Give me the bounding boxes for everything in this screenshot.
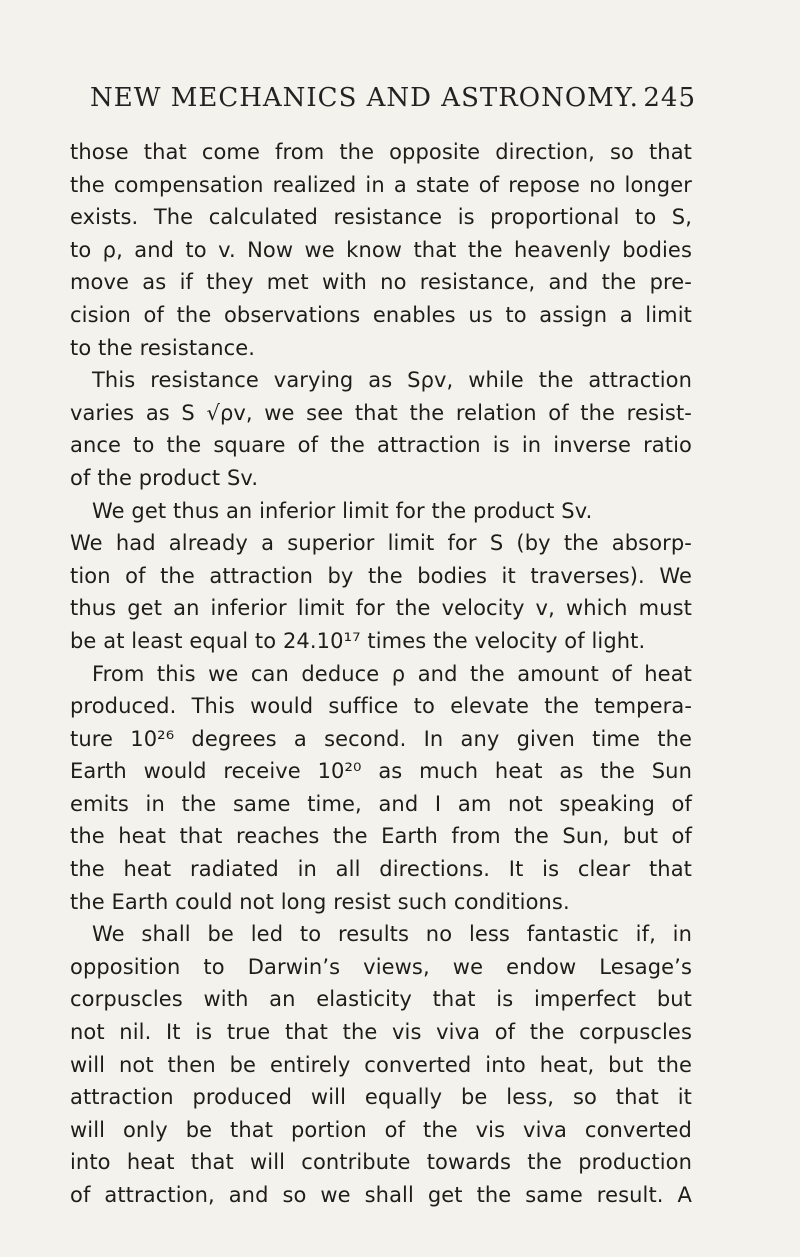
text-line: will only be that portion of the vis viva converted <box>70 1117 692 1142</box>
text-line: varies as S √ρv, we see that the relation of the resist- <box>70 400 692 425</box>
text-line: ance to the square of the attraction is in inverse ratio <box>70 433 692 458</box>
text-line: to ρ, and to v. Now we know that the heavenly bodies <box>70 237 692 262</box>
text-line: produced. This would suffice to elevate the tempera- <box>70 694 692 719</box>
text-line: Earth would receive 10²⁰ as much heat as the Sun <box>70 759 692 784</box>
text-line: into heat that will contribute towards the production <box>70 1150 692 1175</box>
running-head <box>90 83 700 123</box>
text-line: of the product Sv. <box>70 465 259 490</box>
text-line: the heat radiated in all directions. It is clear that <box>70 857 692 882</box>
text-line: will not then be entirely converted into heat, but the <box>70 1052 692 1077</box>
text-line: corpuscles with an elasticity that is imperfect but <box>70 987 692 1012</box>
text-line: We get thus an inferior limit for the product Sv. <box>92 498 593 523</box>
text-line: cision of the observations enables us to assign a limit <box>70 302 692 327</box>
text-line: This resistance varying as Sρv, while the attraction <box>92 368 692 393</box>
text-line: not nil. It is true that the vis viva of the corpuscles <box>70 1020 692 1045</box>
text-line: move as if they met with no resistance, and the pre- <box>70 270 692 295</box>
text-line: the Earth could not long resist such conditions. <box>70 889 570 914</box>
text-line: tion of the attraction by the bodies it traverses). We <box>70 563 692 588</box>
text-line: thus get an inferior limit for the velocity v, which must <box>70 596 692 621</box>
text-line: From this we can deduce ρ and the amount of heat <box>92 661 692 686</box>
page-number: 245 <box>643 83 696 113</box>
body-text <box>70 136 692 1212</box>
text-line: be at least equal to 24.10¹⁷ times the velocity of light. <box>70 628 646 653</box>
text-line: ture 10²⁶ degrees a second. In any given time the <box>70 726 692 751</box>
text-line: exists. The calculated resistance is proportional to S, <box>70 205 692 230</box>
text-line: We shall be led to results no less fantastic if, in <box>92 922 692 947</box>
running-title: NEW MECHANICS AND ASTRONOMY. <box>90 83 639 113</box>
text-line: We had already a superior limit for S (by the absorp- <box>70 531 692 556</box>
text-line: the heat that reaches the Earth from the Sun, but of <box>70 824 692 849</box>
text-line: of attraction, and so we shall get the same result. A <box>70 1183 692 1207</box>
text-line: attraction produced will equally be less, so that it <box>70 1085 692 1110</box>
text-line: opposition to Darwin’s views, we endow Lesage’s <box>70 954 692 979</box>
text-line: the compensation realized in a state of repose no longer <box>70 172 692 197</box>
text-line: emits in the same time, and I am not speaking of <box>70 791 692 816</box>
text-line: those that come from the opposite direction, so that <box>70 140 692 164</box>
text-line: to the resistance. <box>70 335 256 360</box>
